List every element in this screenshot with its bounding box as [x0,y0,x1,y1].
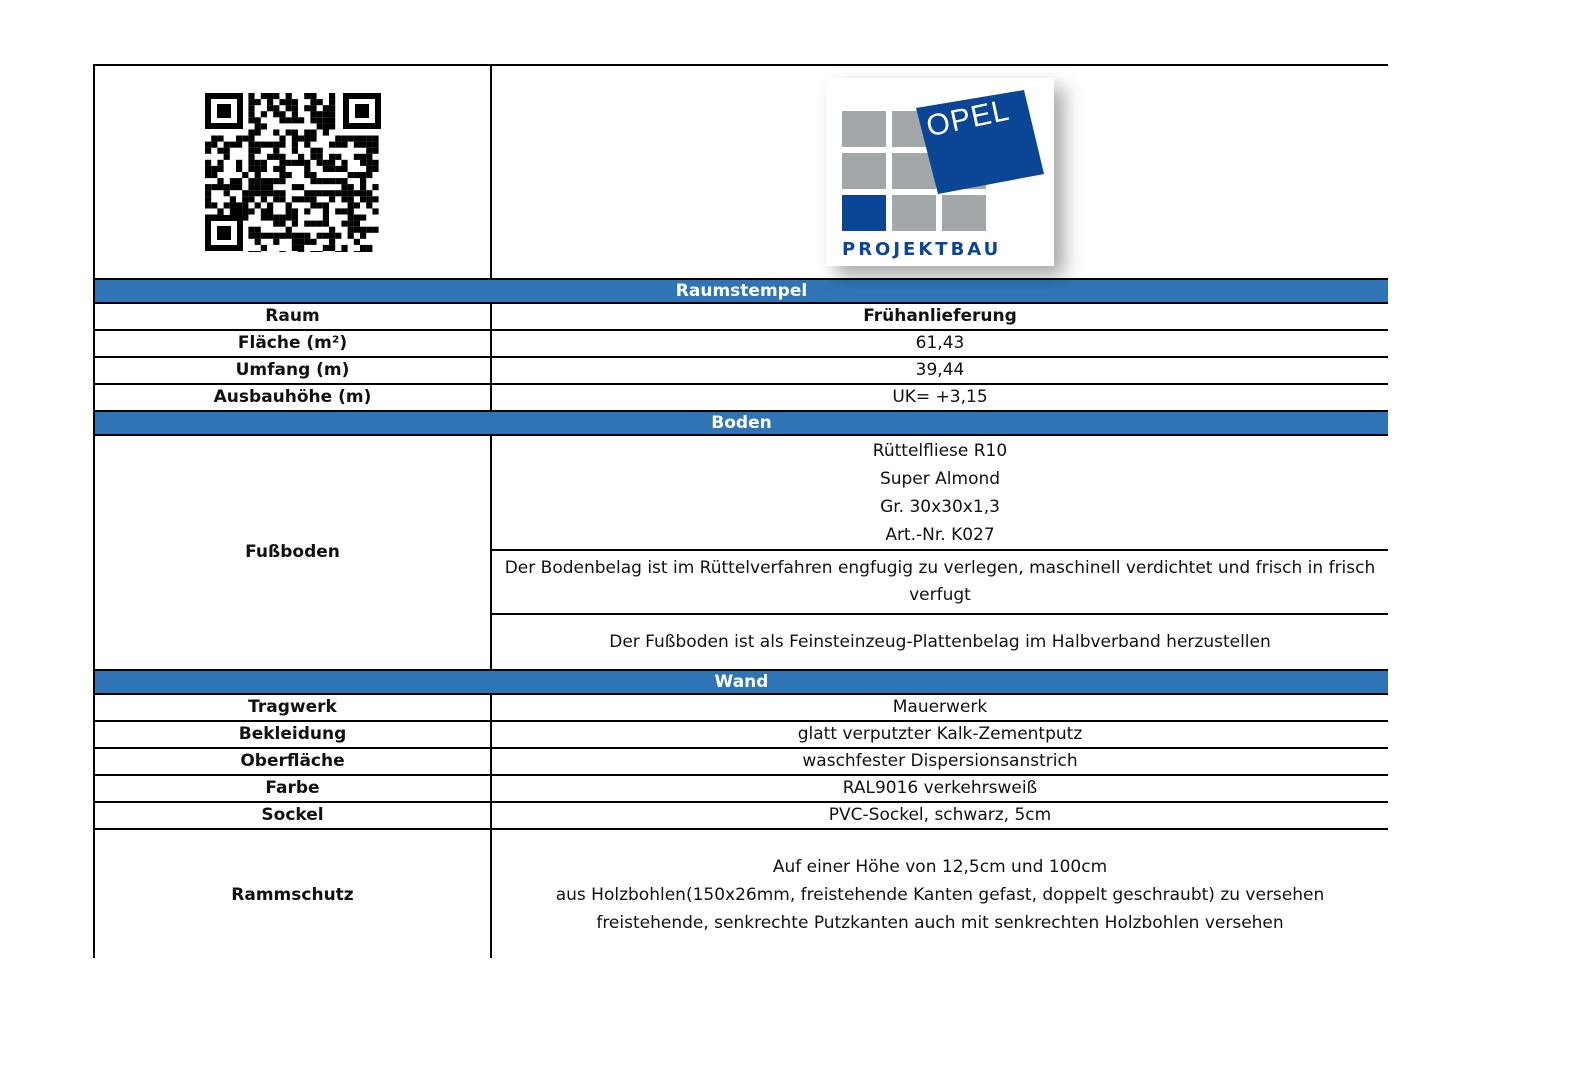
fussboden-note-verlegung: Der Bodenbelag ist im Rüttelverfahren engfugig zu verlegen, maschinell verdichtet und frisch in frisch verfugt [491,550,1388,614]
material-line: Rüttelfliese R10 [872,440,1008,461]
farbe-value: RAL9016 verkehrsweiß [491,775,1388,802]
company-logo [826,78,1054,266]
logo-brand-top: OPEL [923,93,1013,144]
sockel-value: PVC-Sockel, schwarz, 5cm [491,802,1388,829]
flaeche-value: 61,43 [491,330,1388,357]
material-line: Art.-Nr. K027 [885,524,995,545]
flaeche-label: Fläche (m²) [94,330,491,357]
qr-cell [94,65,491,279]
oberflaeche-label: Oberfläche [94,748,491,775]
tragwerk-value: Mauerwerk [491,694,1388,721]
raum-value: Frühanlieferung [491,303,1388,330]
material-line: Super Almond [879,468,1001,489]
fussboden-material [491,435,1388,550]
tragwerk-label: Tragwerk [94,694,491,721]
umfang-value: 39,44 [491,357,1388,384]
raum-label: Raum [94,303,491,330]
rammschutz-value [491,829,1388,958]
bekleidung-value: glatt verputzter Kalk-Zementputz [491,721,1388,748]
oberflaeche-value: waschfester Dispersionsanstrich [491,748,1388,775]
room-stamp-table [93,64,1388,958]
rammschutz-line: Auf einer Höhe von 12,5cm und 100cm [772,857,1108,877]
ausbauhoehe-label: Ausbauhöhe (m) [94,384,491,411]
fussboden-label: Fußboden [94,435,491,670]
room-stamp-sheet [93,64,1388,958]
logo-brand-bottom: PROJEKTBAU [842,239,1002,260]
farbe-label: Farbe [94,775,491,802]
section-header-raumstempel: Raumstempel [94,279,1388,303]
umfang-label: Umfang (m) [94,357,491,384]
logo-row [94,65,1388,279]
material-line: Gr. 30x30x1,3 [880,496,1000,517]
section-header-boden: Boden [94,411,1388,435]
rammschutz-label: Rammschutz [94,829,491,958]
rammschutz-line: freistehende, senkrechte Putzkanten auch mit senkrechten Holzbohlen versehen [596,913,1284,933]
rammschutz-line: aus Holzbohlen(150x26mm, freistehende Kanten gefast, doppelt geschraubt) zu versehen [555,885,1325,905]
qr-code-icon [204,92,382,252]
ausbauhoehe-value: UK= +3,15 [491,384,1388,411]
fussboden-note-verband: Der Fußboden ist als Feinsteinzeug-Plattenbelag im Halbverband herzustellen [491,614,1388,670]
bekleidung-label: Bekleidung [94,721,491,748]
logo-cell [491,65,1388,279]
sockel-label: Sockel [94,802,491,829]
section-header-wand: Wand [94,670,1388,694]
